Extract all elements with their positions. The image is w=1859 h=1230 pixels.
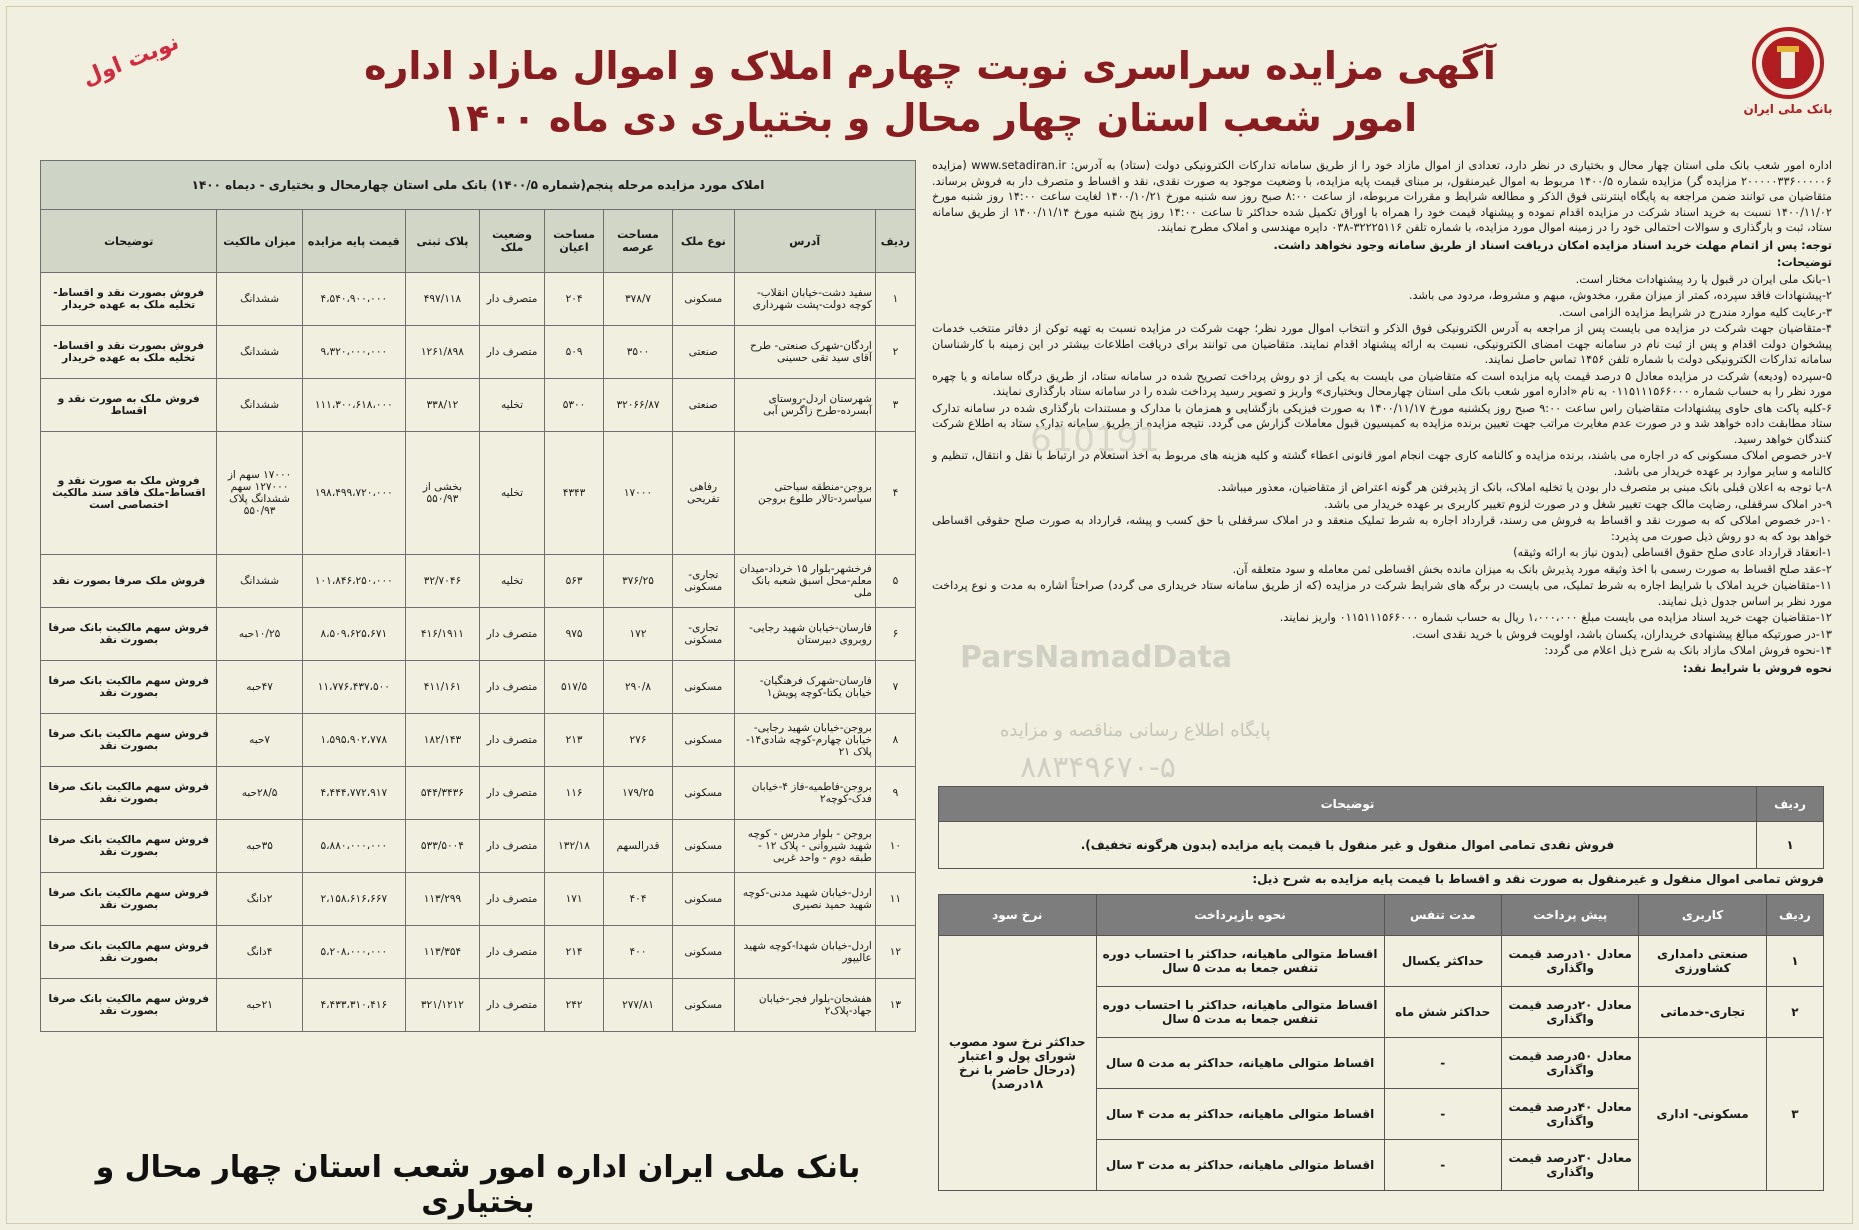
- note-item: ۱۴-نحوه فروش املاک مازاد بانک به شرح ذیل اعلام می گردد:: [1544, 644, 1832, 657]
- property-cell-own: ۳۵حبه: [217, 820, 302, 873]
- property-cell-arsa: ۴۰۴: [603, 873, 672, 926]
- property-cell-addr: اردل-خیابان شهدا-کوچه شهید عالیپور: [734, 926, 875, 979]
- property-header-4: مساحت اعیان: [545, 210, 604, 273]
- property-cell-plak: ۵۴۴/۳۴۳۶: [405, 767, 479, 820]
- property-cell-addr: بروجن-فاطمیه-فاز ۴-خیابان فدک-کوچه۲: [734, 767, 875, 820]
- property-cell-desc: فروش ملک به صورت نقد و اقساط: [41, 379, 217, 432]
- property-cell-ayan: ۵۳۰۰: [545, 379, 604, 432]
- ad-title-line-1: آگهی مزایده سراسری نوبت چهارم املاک و اموال مازاد اداره: [364, 44, 1496, 88]
- logo-text: بانک ملی ایران: [1743, 102, 1833, 116]
- property-cell-plak: ۱۱۳/۳۵۴: [405, 926, 479, 979]
- installment-cell-pay: اقساط متوالی ماهیانه، حداکثر با احتساب دوره تنفس جمعا به مدت ۵ سال: [1096, 987, 1384, 1038]
- property-cell-arsa: ۱۷۰۰۰: [603, 432, 672, 555]
- property-header-1: آدرس: [734, 210, 875, 273]
- note-item: ۳-رعایت کلیه موارد مندرج در شرایط مزایده الزامی است.: [1558, 305, 1832, 319]
- note-item: ۱۰-در خصوص املاکی که به صورت نقد و اقساط به فروش می رسند، قرارداد اجاره به شرط تملیک منعقد و در املاک سرقفلی با حق کسب و پیشه، قرارداد به صورت صلح حقوقی اقساطی خواهد بود که به دو روش ذیل صورت می پذیرد:: [932, 514, 1832, 543]
- property-cell-plak: ۱۱۳/۲۹۹: [405, 873, 479, 926]
- installment-cell-grace: حداکثر شش ماه: [1384, 987, 1501, 1038]
- property-cell-n: ۵: [875, 555, 915, 608]
- property-cell-own: ۷حبه: [217, 714, 302, 767]
- watermark-code: 610191: [1030, 420, 1160, 460]
- note-item: ۲-پیشنهادات فاقد سپرده، کمتر از میزان مقرر، مخدوش، مبهم و مشروط، مردود می باشد.: [1408, 289, 1832, 302]
- property-cell-type: تجاری-مسکونی: [673, 555, 735, 608]
- property-cell-plak: ۴۱۶/۱۹۱۱: [405, 608, 479, 661]
- property-cell-price: ۱۹۸،۴۹۹،۷۲۰،۰۰۰: [302, 432, 405, 555]
- property-cell-type: مسکونی: [673, 873, 735, 926]
- cash-sale-table: [938, 786, 1824, 869]
- installment-rate: حداکثر نرخ سود مصوب شورای پول و اعتبار (درحال حاضر با نرخ ۱۸درصد): [939, 936, 1097, 1191]
- property-header-3: مساحت عرصه: [603, 210, 672, 273]
- installment-cell-pre: معادل ۴۰درصد قیمت واگذاری: [1501, 1089, 1638, 1140]
- property-row: [41, 608, 916, 661]
- installment-header-5: نرخ سود: [939, 895, 1097, 936]
- note-item: ۴-متقاضیان جهت شرکت در مزایده می بایست پس از مراجعه به آدرس الکترونیکی فوق الذکر و انتخاب اموال مورد نظر؛ جهت شرکت در مزایده نسبت به تهیه توکن از دفاتر منتخب خدمات پیشخوان دولت اقدام و پس از ثبت نام در سامانه جهت امضای الکترونیکی، نسبت به ارائه پیشنهاد اقدام نمایند. متقاضیان می توانند برای دریافت اطلاعات بیشتر در این زمینه با کارشناسان سامانه تدارکات الکترونیکی دولت با شماره تلفن ۱۴۵۶ تماس حاصل نمایند.: [932, 322, 1832, 366]
- property-cell-n: ۲: [875, 326, 915, 379]
- property-row: [41, 379, 916, 432]
- property-cell-n: ۱۲: [875, 926, 915, 979]
- property-cell-type: مسکونی: [673, 714, 735, 767]
- property-cell-ayan: ۲۴۲: [545, 979, 604, 1032]
- installment-header-4: نحوه بازپرداخت: [1096, 895, 1384, 936]
- property-row: [41, 555, 916, 608]
- auction-text: [932, 158, 1832, 677]
- property-cell-arsa: ۲۹۰/۸: [603, 661, 672, 714]
- property-cell-desc: فروش بصورت نقد و اقساط-تخلیه ملک به عهده خریدار: [41, 326, 217, 379]
- property-cell-own: ۱۷۰۰۰ سهم از ۱۲۷۰۰۰ سهم ششدانگ پلاک ۵۵۰/۹۳: [217, 432, 302, 555]
- property-cell-addr: فرخشهر-بلوار ۱۵ خرداد-میدان معلم-محل اسبق شعبه بانک ملی: [734, 555, 875, 608]
- bank-logo: [1743, 26, 1833, 116]
- cash-row-number: ۱: [1757, 822, 1824, 869]
- property-cell-arsa: ۴۰۰: [603, 926, 672, 979]
- property-row: [41, 432, 916, 555]
- property-cell-price: ۸،۵۰۹،۶۲۵،۶۷۱: [302, 608, 405, 661]
- property-cell-status: تخلیه: [479, 555, 544, 608]
- property-cell-ayan: ۲۰۴: [545, 273, 604, 326]
- installment-cell-pre: معادل ۱۰درصد قیمت واگذاری: [1501, 936, 1638, 987]
- note-item: ۱-انعقاد قرارداد عادی صلح حقوق اقساطی (بدون نیاز به ارائه وثیقه): [1513, 546, 1832, 559]
- property-cell-own: ۱۰/۲۵حبه: [217, 608, 302, 661]
- installment-cell-pay: اقساط متوالی ماهیانه، حداکثر به مدت ۵ سال: [1096, 1038, 1384, 1089]
- note-item: ۲-عقد صلح اقساط به صورت رسمی با اخذ وثیقه مورد پذیرش بانک به میزان مانده بخش اقساطی ثمن معامله و سود متعلقه آن.: [1232, 562, 1832, 576]
- property-cell-type: مسکونی: [673, 979, 735, 1032]
- property-cell-desc: فروش سهم مالکیت بانک صرفا بصورت نقد: [41, 608, 217, 661]
- property-row: [41, 820, 916, 873]
- property-row: [41, 273, 916, 326]
- property-cell-ayan: ۲۱۴: [545, 926, 604, 979]
- note-item: ۱۱-متقاضیان خرید املاک با شرایط اجاره به شرط تملیک، می بایست در برگه های شرایط شرکت در مزایده (که از طریق سامانه ستاد خریداری می گردد) صراحتاً اشاره به مدت و نوع پرداخت مورد نظر بر اساس جدول ذیل نمایند.: [932, 579, 1832, 608]
- watermark-phone: ۸۸۳۴۹۶۷۰-۵: [1020, 750, 1176, 785]
- property-cell-n: ۱۳: [875, 979, 915, 1032]
- property-cell-desc: فروش سهم مالکیت بانک صرفا بصورت نقد: [41, 767, 217, 820]
- property-cell-own: ۴دانگ: [217, 926, 302, 979]
- property-cell-status: متصرف دار: [479, 873, 544, 926]
- property-cell-desc: فروش ملک به صورت نقد و اقساط-ملک فاقد سند مالکیت اختصاصی است: [41, 432, 217, 555]
- note-item: ۱۲-متقاضیان جهت خرید اسناد مزایده می بایست مبلغ ۱،۰۰۰،۰۰۰ ریال به حساب شماره ۰۱۱۵۱۱۱۵۶۶۰۰۰ واریز نمایند.: [1279, 611, 1832, 624]
- property-cell-ayan: ۱۳۲/۱۸: [545, 820, 604, 873]
- property-cell-status: متصرف دار: [479, 608, 544, 661]
- property-cell-price: ۹،۳۲۰،۰۰۰،۰۰۰: [302, 326, 405, 379]
- property-cell-addr: سفید دشت-خیابان انقلاب-کوچه دولت-پشت شهرداری: [734, 273, 875, 326]
- property-cell-plak: ۳۲/۷۰۴۶: [405, 555, 479, 608]
- property-cell-own: ششدانگ: [217, 273, 302, 326]
- property-header-9: توضیحات: [41, 210, 217, 273]
- property-cell-arsa: ۲۷۷/۸۱: [603, 979, 672, 1032]
- property-cell-ayan: ۵۶۳: [545, 555, 604, 608]
- property-cell-plak: ۵۳۳/۵۰۰۴: [405, 820, 479, 873]
- property-cell-addr: فارسان-شهرک فرهنگیان-خیابان یکتا-کوچه پویش۱: [734, 661, 875, 714]
- property-cell-plak: ۱۸۲/۱۴۳: [405, 714, 479, 767]
- installment-cell-use: تجاری-خدماتی: [1639, 987, 1766, 1038]
- property-cell-ayan: ۵۰۹: [545, 326, 604, 379]
- property-cell-arsa: ۳۲۰۶۶/۸۷: [603, 379, 672, 432]
- bank-emblem-icon: [1751, 26, 1825, 100]
- property-cell-price: ۱۱،۷۷۶،۴۳۷،۵۰۰: [302, 661, 405, 714]
- property-cell-addr: بروجن - بلوار مدرس - کوچه شهید شیروانی - پلاک ۱۲ - طبقه دوم - واحد غربی: [734, 820, 875, 873]
- installment-header-2: پیش پرداخت: [1501, 895, 1638, 936]
- property-cell-own: ششدانگ: [217, 555, 302, 608]
- property-cell-own: ۴۷حبه: [217, 661, 302, 714]
- property-row: [41, 326, 916, 379]
- property-cell-n: ۳: [875, 379, 915, 432]
- property-cell-price: ۵،۲۰۸،۰۰۰،۰۰۰: [302, 926, 405, 979]
- property-header-5: وضعیت ملک: [479, 210, 544, 273]
- cash-header-row: ردیف: [1757, 787, 1824, 822]
- cash-row-desc: فروش نقدی تمامی اموال منقول و غیر منقول با قیمت پایه مزایده (بدون هرگونه تخفیف).: [939, 822, 1757, 869]
- installment-cell-use: صنعتی دامداری کشاورزی: [1639, 936, 1766, 987]
- note-item: ۹-در املاک سرقفلی، رضایت مالک جهت تغییر شغل و در صورت لزوم تغییر کاربری بر عهده خریدار می باشد.: [1324, 497, 1832, 511]
- installment-cell-pre: معادل ۵۰درصد قیمت واگذاری: [1501, 1038, 1638, 1089]
- property-cell-own: ششدانگ: [217, 326, 302, 379]
- property-cell-own: ششدانگ: [217, 379, 302, 432]
- property-cell-price: ۱،۵۹۵،۹۰۲،۷۷۸: [302, 714, 405, 767]
- property-cell-status: تخلیه: [479, 379, 544, 432]
- property-cell-type: مسکونی: [673, 820, 735, 873]
- watermark-site: ParsNamadData: [960, 640, 1233, 675]
- intro-paragraph: اداره امور شعب بانک ملی استان چهار محال و بختیاری در نظر دارد، تعدادی از اموال مازاد خود را از طریق سامانه تدارکات الکترونیکی دولت (ستاد) به آدرس: www.setadiran.ir (مزایده ۲۰۰۰۰۰۳۳۶۰۰۰۰۰۶ مزایده گر) مزایده شماره ۱۴۰۰/۵ مربوط به اموال غیرمنقول، بر مبنای قیمت پایه مزایده، با وضعیت موجود به صورت نقدی، نقد و اقساط و متصرف دار به فروش برساند. متقاضیان می توانند ضمن مراجعه به پایگاه اینترنتی فوق الذکر و مطالعه شرایط و مقررات مربوطه، از ساعت ۸:۰۰ صبح روز سه شنبه مورخ ۱۴۰۰/۱۰/۲۱ لغایت ساعت ۱۴:۰۰ روز شنبه مورخ ۱۴۰۰/۱۱/۰۲ نسبت به خرید اسناد شرکت در مزایده اقدام نموده و پیشنهاد قیمت خود را همراه با اوراق تکمیل شده حداکثر تا ساعت ۱۴:۰۰ روز پنج شنبه مورخ ۱۴۰۰/۱۱/۱۴ از طریق سامانه ستاد، ثبت و بارگذاری و سوالات احتمالی خود را در زمینه اموال مورد مزایده، با شماره تلفن ۳۲۲۲۵۱۱۶-۰۳۸ دایره مهندسی و املاک مطرح نمایند.: [932, 159, 1832, 234]
- note-item: ۷-در خصوص املاک مسکونی که در اجاره می باشند، برنده مزایده و کالنامه کاری جهت انجام امور قانونی اعطاء گشته و کلیه هزینه های مربوط به اخذ استعلام در ارتباط با نقل و انتقال، تنظیم و کالنامه و سایر موارد بر عهده خریدار می باشد.: [932, 449, 1832, 478]
- property-cell-n: ۷: [875, 661, 915, 714]
- property-cell-type: مسکونی: [673, 926, 735, 979]
- property-cell-desc: فروش ملک صرفا بصورت نقد: [41, 555, 217, 608]
- installment-cell-pay: اقساط متوالی ماهیانه، حداکثر به مدت ۴ سال: [1096, 1089, 1384, 1140]
- property-cell-addr: اردگان-شهرک صنعتی- طرح آقای سید تقی حسینی: [734, 326, 875, 379]
- property-cell-n: ۶: [875, 608, 915, 661]
- property-cell-ayan: ۲۱۳: [545, 714, 604, 767]
- note-item: ۱-بانک ملی ایران در قبول یا رد پیشنهادات مختار است.: [1575, 272, 1832, 286]
- installment-row: [939, 936, 1824, 987]
- installment-cell-n: ۳: [1766, 1038, 1823, 1191]
- property-cell-n: ۴: [875, 432, 915, 555]
- installment-cell-pre: معادل ۳۰درصد قیمت واگذاری: [1501, 1140, 1638, 1191]
- note-item: ۶-کلیه پاکت های حاوی پیشنهادات متقاضیان راس ساعت ۹:۰۰ صبح روز یکشنبه مورخ ۱۴۰۰/۱۱/۱۷ به صورت فیزیکی بازگشایی و همزمان با مدارک و مستندات بارگذاری شده در سامانه تدارک ستاد مطابقت داده خواهد شد و در صورت عدم مغایرت مراتب جهت تعیین برنده مزایده به کمیسیون قبول معاملات گزارش می گردد. نتیجه مزایده از طریق سامانه تدارک ستاد به اطلاع شرکت کنندگان خواهد رسید.: [932, 401, 1833, 446]
- property-cell-own: ۲دانگ: [217, 873, 302, 926]
- property-cell-status: متصرف دار: [479, 979, 544, 1032]
- note-item: ۵-سپرده (ودیعه) شرکت در مزایده معادل ۵ درصد قیمت پایه مزایده است که متقاضیان می بایست به یکی از دو روش پرداخت تصریح شده در سامانه ستاد، از طریق درگاه سامانه و یا چهره مورد نظر را به حساب شماره ۰۱۱۵۱۱۱۵۶۶۰۰۰ به نام «اداره امور شعب بانک ملی استان چهارمحال وبختیاری» واریز و تصویر رسید پرداخت شده را در سامانه ستاد بارگذاری نمایند.: [932, 369, 1832, 398]
- notes-heading: توضیحات:: [1776, 256, 1832, 269]
- property-cell-status: متصرف دار: [479, 767, 544, 820]
- property-header-0: ردیف: [875, 210, 915, 273]
- installment-header-1: کاربری: [1639, 895, 1766, 936]
- property-row: [41, 661, 916, 714]
- property-cell-type: رفاهی تفریحی: [673, 432, 735, 555]
- property-row: [41, 979, 916, 1032]
- note-item: ۸-با توجه به اعلان قبلی بانک مبنی بر متصرف دار بودن یا تخلیه املاک، بانک از پذیرفتن هر گونه اعتراض از متقاضیان، معذور میباشد.: [1217, 481, 1832, 494]
- installment-cell-pre: معادل ۲۰درصد قیمت واگذاری: [1501, 987, 1638, 1038]
- property-cell-n: ۱۰: [875, 820, 915, 873]
- property-cell-addr: بروجن-منطقه سیاحتی سیاسرد-تالار طلوع بروجن: [734, 432, 875, 555]
- property-cell-type: مسکونی: [673, 767, 735, 820]
- property-cell-desc: فروش سهم مالکیت بانک صرفا بصورت نقد: [41, 926, 217, 979]
- installment-cell-grace: -: [1384, 1089, 1501, 1140]
- property-cell-addr: بروجن-خیابان شهید رجایی-خیابان چهارم-کوچه شادی۱۴-پلاک ۲۱: [734, 714, 875, 767]
- watermark-site-fa: پایگاه اطلاع رسانی مناقصه و مزایده: [1000, 720, 1271, 741]
- property-cell-addr: هفشجان-بلوار فجر-خیابان جهاد-پلاک۲: [734, 979, 875, 1032]
- property-cell-ayan: ۹۷۵: [545, 608, 604, 661]
- ad-title-line-2: امور شعب استان چهار محال و بختیاری دی ماه ۱۴۰۰: [442, 96, 1418, 140]
- property-cell-desc: فروش سهم مالکیت بانک صرفا بصورت نقد: [41, 873, 217, 926]
- property-cell-type: مسکونی: [673, 661, 735, 714]
- property-cell-type: مسکونی: [673, 273, 735, 326]
- note-item: ۱۳-در صورتیکه مبالغ پیشنهادی خریداران، یکسان باشد، اولویت فروش با خرید نقدی است.: [1411, 627, 1832, 641]
- property-cell-ayan: ۴۳۴۳: [545, 432, 604, 555]
- property-cell-own: ۲۱حبه: [217, 979, 302, 1032]
- property-cell-ayan: ۱۱۶: [545, 767, 604, 820]
- property-cell-n: ۸: [875, 714, 915, 767]
- property-cell-plak: بخشی از ۵۵۰/۹۳: [405, 432, 479, 555]
- property-cell-price: ۴،۴۴۴،۷۷۲،۹۱۷: [302, 767, 405, 820]
- property-row: [41, 767, 916, 820]
- property-cell-price: ۵،۸۸۰،۰۰۰،۰۰۰: [302, 820, 405, 873]
- property-cell-n: ۱: [875, 273, 915, 326]
- property-cell-status: متصرف دار: [479, 820, 544, 873]
- property-cell-n: ۹: [875, 767, 915, 820]
- property-table: [40, 160, 916, 1032]
- property-cell-status: تخلیه: [479, 432, 544, 555]
- installment-cell-grace: -: [1384, 1140, 1501, 1191]
- property-cell-arsa: قدرالسهم: [603, 820, 672, 873]
- property-cell-status: متصرف دار: [479, 714, 544, 767]
- property-cell-type: صنعتی: [673, 379, 735, 432]
- property-cell-price: ۴،۵۴۰،۹۰۰،۰۰۰: [302, 273, 405, 326]
- property-cell-desc: فروش سهم مالکیت بانک صرفا بصورت نقد: [41, 979, 217, 1032]
- property-cell-ayan: ۱۷۱: [545, 873, 604, 926]
- installment-cell-pay: اقساط متوالی ماهیانه، حداکثر به مدت ۳ سال: [1096, 1140, 1384, 1191]
- installment-caption: فروش تمامی اموال منقول و غیرمنقول به صورت نقد و اقساط با قیمت پایه مزایده به شرح ذیل:: [1252, 872, 1824, 886]
- property-cell-arsa: ۲۷۶: [603, 714, 672, 767]
- property-cell-arsa: ۳۷۸/۷: [603, 273, 672, 326]
- property-cell-desc: فروش بصورت نقد و اقساط-تخلیه ملک به عهده خریدار: [41, 273, 217, 326]
- property-cell-price: ۲،۱۵۸،۶۱۶،۶۶۷: [302, 873, 405, 926]
- footer-bank-name: بانک ملی ایران اداره امور شعب استان چهار محال و بختیاری: [95, 1150, 861, 1220]
- cash-header-desc: توضیحات: [939, 787, 1757, 822]
- installment-cell-use: مسکونی- اداری: [1639, 1038, 1766, 1191]
- property-cell-plak: ۳۲۱/۱۲۱۲: [405, 979, 479, 1032]
- property-row: [41, 873, 916, 926]
- property-cell-desc: فروش سهم مالکیت بانک صرفا بصورت نقد: [41, 820, 217, 873]
- note-item: نحوه فروش با شرایط نقد:: [1682, 661, 1832, 675]
- property-cell-type: تجاری-مسکونی: [673, 608, 735, 661]
- property-header-2: نوع ملک: [673, 210, 735, 273]
- notes-list: [932, 272, 1832, 677]
- property-cell-desc: فروش سهم مالکیت بانک صرفا بصورت نقد: [41, 714, 217, 767]
- property-table-caption: املاک مورد مزایده مرحله پنجم(شماره ۱۴۰۰/۵) بانک ملی استان چهارمحال و بختیاری - دیماه ۱۴۰۰: [41, 161, 916, 210]
- property-header-6: پلاک ثبتی: [405, 210, 479, 273]
- note-paragraph: توجه: پس از اتمام مهلت خرید اسناد مزایده امکان دریافت اسناد از طریق سامانه وجود نخواهد داشت.: [1273, 238, 1832, 252]
- property-cell-desc: فروش سهم مالکیت بانک صرفا بصورت نقد: [41, 661, 217, 714]
- property-cell-status: متصرف دار: [479, 273, 544, 326]
- installment-cell-n: ۲: [1766, 987, 1823, 1038]
- property-cell-n: ۱۱: [875, 873, 915, 926]
- property-cell-arsa: ۳۵۰۰: [603, 326, 672, 379]
- property-header-8: میزان مالکیت: [217, 210, 302, 273]
- property-cell-plak: ۱۲۶۱/۸۹۸: [405, 326, 479, 379]
- installment-header-3: مدت تنفس: [1384, 895, 1501, 936]
- property-cell-price: ۱۰۱،۸۴۶،۲۵۰،۰۰۰: [302, 555, 405, 608]
- installment-cell-grace: -: [1384, 1038, 1501, 1089]
- installment-cell-pay: اقساط متوالی ماهیانه، حداکثر با احتساب دوره تنفس جمعا به مدت ۵ سال: [1096, 936, 1384, 987]
- installment-cell-grace: حداکثر یکسال: [1384, 936, 1501, 987]
- property-cell-arsa: ۱۷۲: [603, 608, 672, 661]
- installment-cell-n: ۱: [1766, 936, 1823, 987]
- property-cell-plak: ۴۹۷/۱۱۸: [405, 273, 479, 326]
- property-cell-own: ۲۸/۵حبه: [217, 767, 302, 820]
- property-cell-addr: اردل-خیابان شهید مدنی-کوچه شهید حمید نصیری: [734, 873, 875, 926]
- property-cell-ayan: ۵۱۷/۵: [545, 661, 604, 714]
- property-cell-addr: شهرستان اردل-روستای آبسرده-طرح زاگرس آبی: [734, 379, 875, 432]
- property-cell-status: متصرف دار: [479, 326, 544, 379]
- property-cell-price: ۴،۴۳۳،۳۱۰،۴۱۶: [302, 979, 405, 1032]
- installment-table: [938, 894, 1824, 1191]
- property-cell-arsa: ۳۷۶/۲۵: [603, 555, 672, 608]
- property-cell-price: ۱۱۱،۳۰۰،۶۱۸،۰۰۰: [302, 379, 405, 432]
- property-cell-arsa: ۱۷۹/۲۵: [603, 767, 672, 820]
- first-publication-stamp: نوبت اول: [79, 29, 183, 92]
- property-cell-status: متصرف دار: [479, 926, 544, 979]
- property-row: [41, 926, 916, 979]
- property-header-7: قیمت پایه مزایده: [302, 210, 405, 273]
- property-cell-status: متصرف دار: [479, 661, 544, 714]
- property-row: [41, 714, 916, 767]
- property-cell-type: صنعتی: [673, 326, 735, 379]
- property-cell-plak: ۳۳۸/۱۲: [405, 379, 479, 432]
- property-cell-addr: فارسان-خیابان شهید رجایی-روبروی دبیرستان: [734, 608, 875, 661]
- installment-header-0: ردیف: [1766, 895, 1823, 936]
- property-cell-plak: ۴۱۱/۱۶۱: [405, 661, 479, 714]
